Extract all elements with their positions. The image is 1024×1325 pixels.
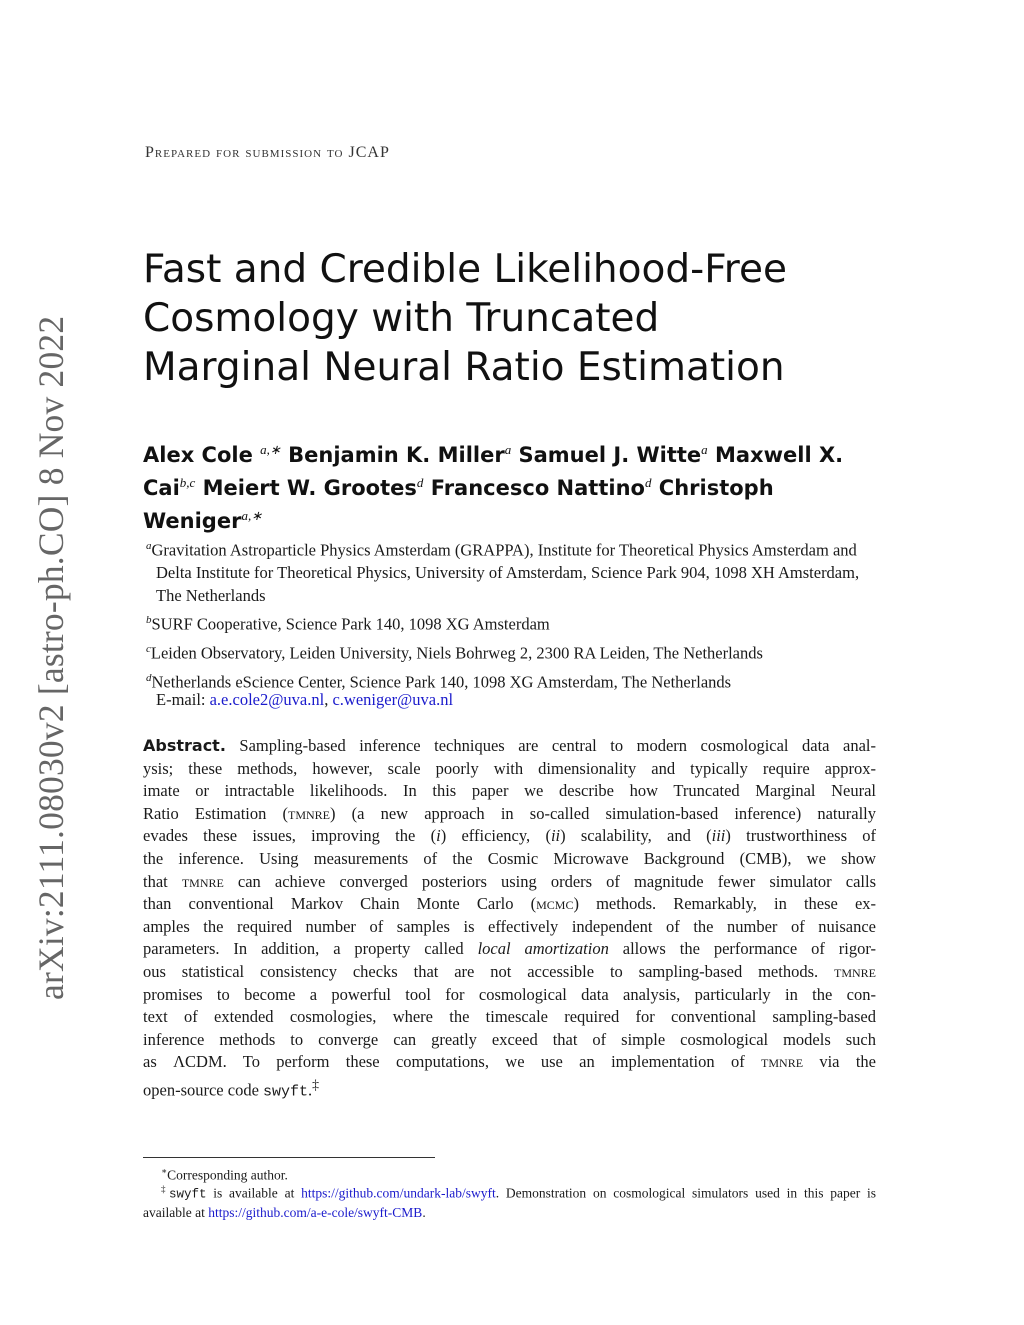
author-name: Maxwell X. bbox=[714, 443, 844, 467]
abstract-line: inference methods to converge can greatly exceed that of simple cosmological models such bbox=[143, 1029, 876, 1049]
code-swyft: swyft bbox=[168, 1187, 207, 1202]
abstract-line bbox=[143, 803, 876, 826]
footnote-ref-dagger[interactable]: ‡ bbox=[312, 1076, 320, 1092]
affiliation-mark: a bbox=[146, 540, 152, 552]
affiliation-item bbox=[146, 609, 886, 636]
affiliation-text: SURF Cooperative, Science Park 140, 1098 XG Amsterdam bbox=[151, 614, 550, 634]
affiliation-text: Leiden Observatory, Leiden University, Niels Bohrweg 2, 2300 RA Leiden, The Netherlands bbox=[150, 643, 763, 663]
email-separator: , bbox=[324, 690, 329, 709]
footnote-rule bbox=[143, 1157, 435, 1158]
enum-ii: ii bbox=[550, 826, 561, 846]
link-swyft-repo[interactable]: https://github.com/undark-lab/swyft bbox=[301, 1185, 496, 1201]
footnote-text: . bbox=[422, 1204, 426, 1220]
abstract-line bbox=[143, 1051, 876, 1074]
enum-i: i bbox=[436, 826, 441, 846]
acronym-mcmc: mcmc bbox=[536, 894, 574, 914]
abstract-line: ysis; these methods, however, scale poorly with dimensionality and typically require approx- bbox=[143, 758, 876, 778]
abstract-text: than conventional Markov Chain Monte Carlo ( bbox=[143, 894, 537, 914]
author-list bbox=[143, 436, 883, 535]
email-label: E-mail: bbox=[156, 690, 206, 709]
abstract-text: Ratio Estimation ( bbox=[143, 803, 289, 823]
link-swyft-cmb-repo[interactable]: https://github.com/a-e-cole/swyft-CMB bbox=[208, 1204, 423, 1220]
author-affil-mark: a bbox=[701, 442, 708, 457]
footnote-text: is available at bbox=[206, 1185, 302, 1201]
enum-iii: iii bbox=[711, 826, 726, 846]
title-line-1: Fast and Credible Likelihood-Free bbox=[143, 247, 787, 292]
title-line-2: Cosmology with Truncated bbox=[143, 296, 660, 341]
author-name: Samuel J. Witte bbox=[518, 443, 702, 467]
abstract-line: promises to become a powerful tool for cosmological data analysis, particularly in the con- bbox=[143, 984, 876, 1004]
abstract-text: . bbox=[308, 1080, 313, 1100]
abstract-line: amples the required number of samples is effectively independent of the number of nuisance bbox=[143, 916, 876, 936]
affiliation-item bbox=[146, 638, 886, 665]
abstract-line bbox=[143, 1074, 876, 1104]
abstract-line: imate or intractable likelihoods. In this paper we describe how Truncated Marginal Neural bbox=[143, 781, 876, 801]
abstract-line bbox=[143, 871, 876, 894]
author-affil-mark: a,∗ bbox=[241, 508, 263, 523]
affiliation-mark: b bbox=[146, 614, 152, 626]
abstract-line bbox=[143, 893, 876, 916]
affiliation-list bbox=[146, 535, 886, 696]
email-link-weniger[interactable]: c.weniger@uva.nl bbox=[332, 690, 454, 709]
author-name: Benjamin K. Miller bbox=[288, 443, 505, 467]
footnote-mark: ∗ bbox=[161, 1166, 168, 1176]
affiliation-mark: c bbox=[146, 643, 151, 655]
abstract-text: via the bbox=[803, 1052, 876, 1072]
author-name: Francesco Nattino bbox=[430, 476, 645, 500]
affiliation-item bbox=[146, 535, 886, 607]
abstract-line bbox=[143, 961, 876, 984]
abstract-text: allows the performance of rigor- bbox=[608, 939, 876, 959]
author-name: Alex Cole bbox=[143, 443, 253, 467]
arxiv-identifier: arXiv:2111.08030v2 [astro-ph.CO] 8 Nov 2022 bbox=[31, 315, 71, 1000]
acronym-tmnre: tmnre bbox=[288, 803, 331, 823]
code-swyft: swyft bbox=[263, 1083, 309, 1101]
title-line-3: Marginal Neural Ratio Estimation bbox=[143, 345, 785, 390]
affiliation-mark: d bbox=[146, 672, 152, 684]
author-line-2 bbox=[143, 469, 883, 502]
affiliation-text: Gravitation Astroparticle Physics Amsterdam (GRAPPA), Institute for Theoretical Physics Amsterdam and Delta Institute for Theoretical Physics, University of Amsterdam, Science Park 904, 1098 XH Amsterdam, The Netherlands bbox=[151, 540, 860, 605]
footnote-text: . Demonstration on cosmological simulators bbox=[495, 1185, 749, 1201]
abstract-line bbox=[143, 938, 876, 961]
abstract-text: ) scalability, and ( bbox=[560, 826, 712, 846]
abstract-line: text of extended cosmologies, where the timescale required for conventional sampling-based bbox=[143, 1007, 876, 1027]
abstract bbox=[143, 735, 876, 1104]
footnote-mark: ‡ bbox=[161, 1184, 169, 1194]
abstract-line bbox=[143, 735, 876, 758]
abstract-text: evades these issues, improving the ( bbox=[143, 826, 437, 846]
affiliation-text: Netherlands eScience Center, Science Park 140, 1098 XG Amsterdam, The Netherlands bbox=[151, 672, 732, 692]
author-affil-mark: a,∗ bbox=[260, 442, 281, 457]
abstract-text: can achieve converged posteriors using orders of magnitude fewer simulator calls bbox=[223, 871, 876, 891]
author-affil-mark: d bbox=[416, 475, 424, 490]
abstract-text: open-source code bbox=[143, 1080, 264, 1100]
abstract-line bbox=[143, 825, 876, 848]
paper-title bbox=[143, 245, 903, 392]
author-line-3 bbox=[143, 502, 883, 535]
term-local-amortization: local amortization bbox=[477, 939, 609, 959]
author-affil-mark: d bbox=[644, 475, 652, 490]
abstract-heading: Abstract. bbox=[143, 736, 226, 755]
author-affil-mark: a bbox=[504, 442, 512, 457]
email-line bbox=[156, 690, 453, 710]
footnote-2 bbox=[143, 1180, 876, 1222]
footnote-text: used in this paper is available at bbox=[143, 1185, 877, 1220]
abstract-line: the inference. Using measurements of the Cosmic Microwave Background (CMB), we show bbox=[143, 848, 876, 868]
acronym-tmnre: tmnre bbox=[834, 961, 876, 981]
acronym-tmnre: tmnre bbox=[761, 1052, 804, 1072]
author-name: Christoph bbox=[658, 476, 774, 500]
abstract-text: ) efficiency, ( bbox=[440, 826, 551, 846]
footnote-text: Corresponding author. bbox=[167, 1167, 288, 1183]
abstract-text: ) trustworthiness of bbox=[725, 826, 877, 846]
author-name: Meiert W. Grootes bbox=[202, 476, 417, 500]
abstract-text: ) methods. Remarkably, in these ex- bbox=[573, 894, 877, 914]
abstract-text: parameters. In addition, a property called bbox=[143, 939, 478, 959]
acronym-tmnre: tmnre bbox=[181, 871, 224, 891]
abstract-text: Sampling-based inference techniques are central to modern cosmological data anal- bbox=[239, 736, 876, 755]
abstract-text: as ΛCDM. To perform these computations, we use an implementation of bbox=[143, 1052, 762, 1072]
abstract-text: ) (a new approach in so-called simulation-based inference) naturally bbox=[330, 803, 876, 823]
author-affil-mark: b,c bbox=[179, 475, 196, 490]
author-name: Weniger bbox=[143, 509, 242, 533]
abstract-text: ous statistical consistency checks that are not accessible to sampling-based methods. bbox=[143, 961, 834, 981]
submission-note: Prepared for submission to JCAP bbox=[145, 144, 390, 161]
email-link-cole[interactable]: a.e.cole2@uva.nl bbox=[209, 690, 325, 709]
author-line-1 bbox=[143, 436, 883, 469]
author-name: Cai bbox=[143, 476, 180, 500]
abstract-text: that bbox=[143, 871, 182, 891]
